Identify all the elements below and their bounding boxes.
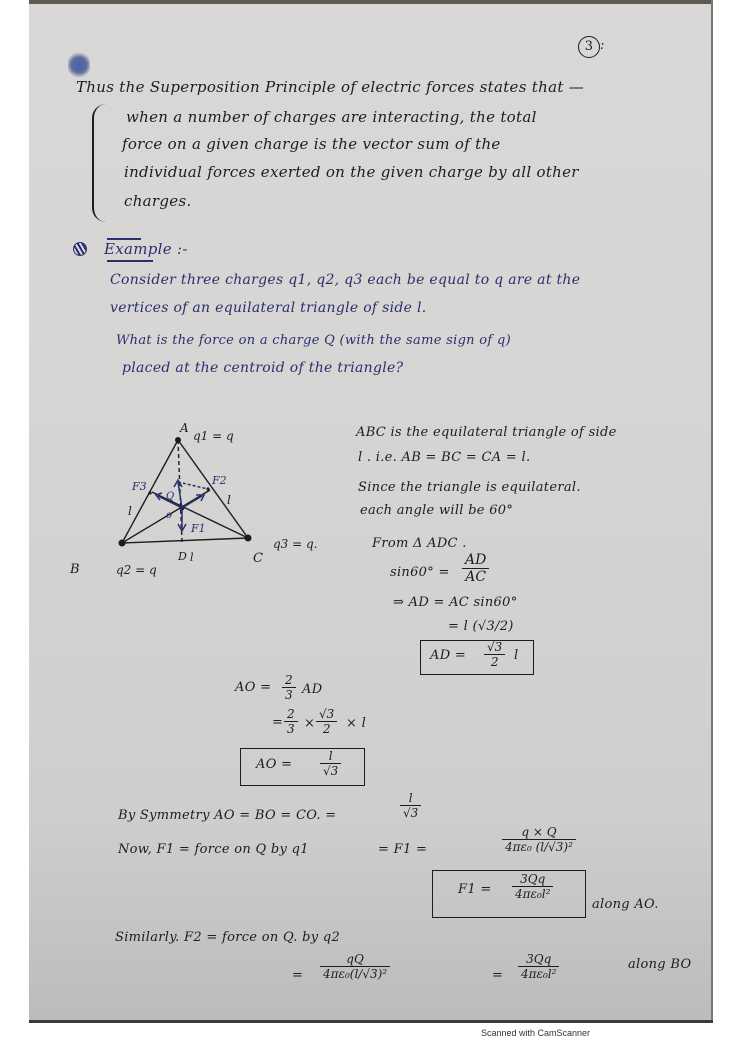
force1-eq: = F1 = bbox=[378, 842, 428, 857]
svg-text:Q: Q bbox=[166, 491, 175, 502]
svg-text:F2: F2 bbox=[212, 474, 227, 487]
AO-line1-fraction: $\frac{2}{3}$ bbox=[282, 673, 296, 702]
page-top-edge bbox=[29, 0, 713, 4]
svg-text:q2 = q: q2 = q bbox=[116, 563, 157, 577]
sin-fraction: $\frac{AD}{AC}$ bbox=[462, 552, 489, 585]
explanation-line-1: ABC is the equilateral triangle of side bbox=[356, 425, 617, 440]
svg-text:F3: F3 bbox=[132, 480, 147, 493]
boxed-AO-lhs: AO = bbox=[256, 757, 293, 772]
page-number: 3 bbox=[578, 36, 600, 58]
svg-text:A: A bbox=[180, 421, 189, 435]
implies-line: ⇒ AD = AC sin60° bbox=[393, 595, 518, 610]
principle-line-2: force on a given charge is the vector sum of the bbox=[122, 135, 501, 153]
AO-line1-lhs: AO = bbox=[235, 680, 272, 695]
force2-text: Similarly. F2 = force on Q. by q2 bbox=[115, 930, 341, 945]
force2-eq2: = bbox=[492, 968, 504, 983]
equals-line: = l (√3/2) bbox=[448, 619, 514, 634]
symmetry-line: By Symmetry AO = BO = CO. = bbox=[118, 808, 337, 823]
explanation-line-4: each angle will be 60° bbox=[360, 503, 514, 518]
svg-text:l: l bbox=[190, 551, 194, 564]
AO-line2-fraction-1: $\frac{2}{3}$ bbox=[284, 707, 298, 736]
boxed-F1-fraction: $\frac{3Qq}{\text{4πε₀l²}}$ bbox=[512, 872, 553, 901]
sin-lhs: sin60° = bbox=[390, 565, 450, 580]
principle-line-1: when a number of charges are interacting, the total bbox=[126, 108, 537, 126]
boxed-AD-tail: l bbox=[514, 648, 519, 663]
svg-text:C: C bbox=[253, 551, 263, 566]
heading-underline bbox=[107, 260, 153, 262]
force2-fraction-result: $\frac{3Qq}{\text{4πε₀l²}}$ bbox=[518, 952, 559, 981]
svg-text:q3 = q.: q3 = q. bbox=[273, 537, 318, 551]
force1-text: Now, F1 = force on Q by q1 bbox=[118, 842, 309, 857]
hatched-bullet-icon bbox=[73, 242, 87, 256]
svg-text:B: B bbox=[70, 562, 80, 577]
svg-text:D: D bbox=[178, 550, 187, 563]
question-line-1: Consider three charges q1, q2, q3 each be equal to q are at the bbox=[110, 272, 581, 288]
boxed-AD-lhs: AD = bbox=[430, 648, 467, 663]
from-triangle-line: From Δ ADC . bbox=[372, 536, 467, 551]
boxed-AO-fraction: $\frac{l}{√3}$ bbox=[320, 749, 341, 778]
force2-fraction: $\frac{qQ}{\text{4πε₀(l/√3)²}}$ bbox=[320, 952, 390, 981]
boxed-F1-result bbox=[432, 870, 586, 918]
svg-text:q1 = q: q1 = q bbox=[193, 429, 234, 443]
symmetry-fraction: $\frac{l}{√3}$ bbox=[400, 791, 421, 820]
AO-line2-times: × bbox=[304, 716, 316, 731]
AO-line2-tail: × l bbox=[346, 716, 367, 731]
force1-fraction: $\frac{q \times Q}{\text{4πε₀ (l/√3)²}}$ bbox=[502, 825, 576, 854]
force1-direction: along AO. bbox=[592, 897, 659, 912]
AO-line2-eq: = bbox=[272, 715, 284, 730]
AO-line1-tail: AD bbox=[302, 682, 323, 697]
boxed-AD-fraction: $\frac{√3}{2}$ bbox=[484, 640, 505, 669]
page-number-suffix: : bbox=[600, 38, 605, 53]
explanation-line-2: l . i.e. AB = BC = CA = l. bbox=[358, 450, 531, 465]
brace-bracket bbox=[92, 104, 108, 222]
force2-direction: along BO bbox=[628, 957, 692, 972]
page-right-edge bbox=[711, 0, 713, 1020]
svg-text:l: l bbox=[227, 493, 231, 507]
AO-line2-fraction-2: $\frac{√3}{2}$ bbox=[316, 707, 337, 736]
principle-line-4: charges. bbox=[124, 192, 192, 210]
svg-text:F1: F1 bbox=[191, 522, 206, 535]
svg-text:l: l bbox=[128, 504, 132, 518]
boxed-F1-lhs: F1 = bbox=[458, 882, 492, 897]
intro-line: Thus the Superposition Principle of electric forces states that — bbox=[76, 78, 585, 96]
triangle-diagram bbox=[60, 410, 340, 590]
question-line-4: placed at the centroid of the triangle? bbox=[122, 360, 404, 376]
principle-line-3: individual forces exerted on the given charge by all other bbox=[124, 163, 579, 181]
force2-eq: = bbox=[292, 968, 304, 983]
svg-text:o: o bbox=[166, 510, 173, 521]
question-line-2: vertices of an equilateral triangle of side l. bbox=[110, 300, 427, 316]
question-line-3: What is the force on a charge Q (with the same sign of q) bbox=[116, 333, 511, 348]
scanner-watermark: Scanned with CamScanner bbox=[481, 1028, 591, 1038]
explanation-line-3: Since the triangle is equilateral. bbox=[358, 480, 581, 495]
ink-blot bbox=[68, 52, 90, 78]
example-heading: Example :- bbox=[104, 240, 188, 258]
